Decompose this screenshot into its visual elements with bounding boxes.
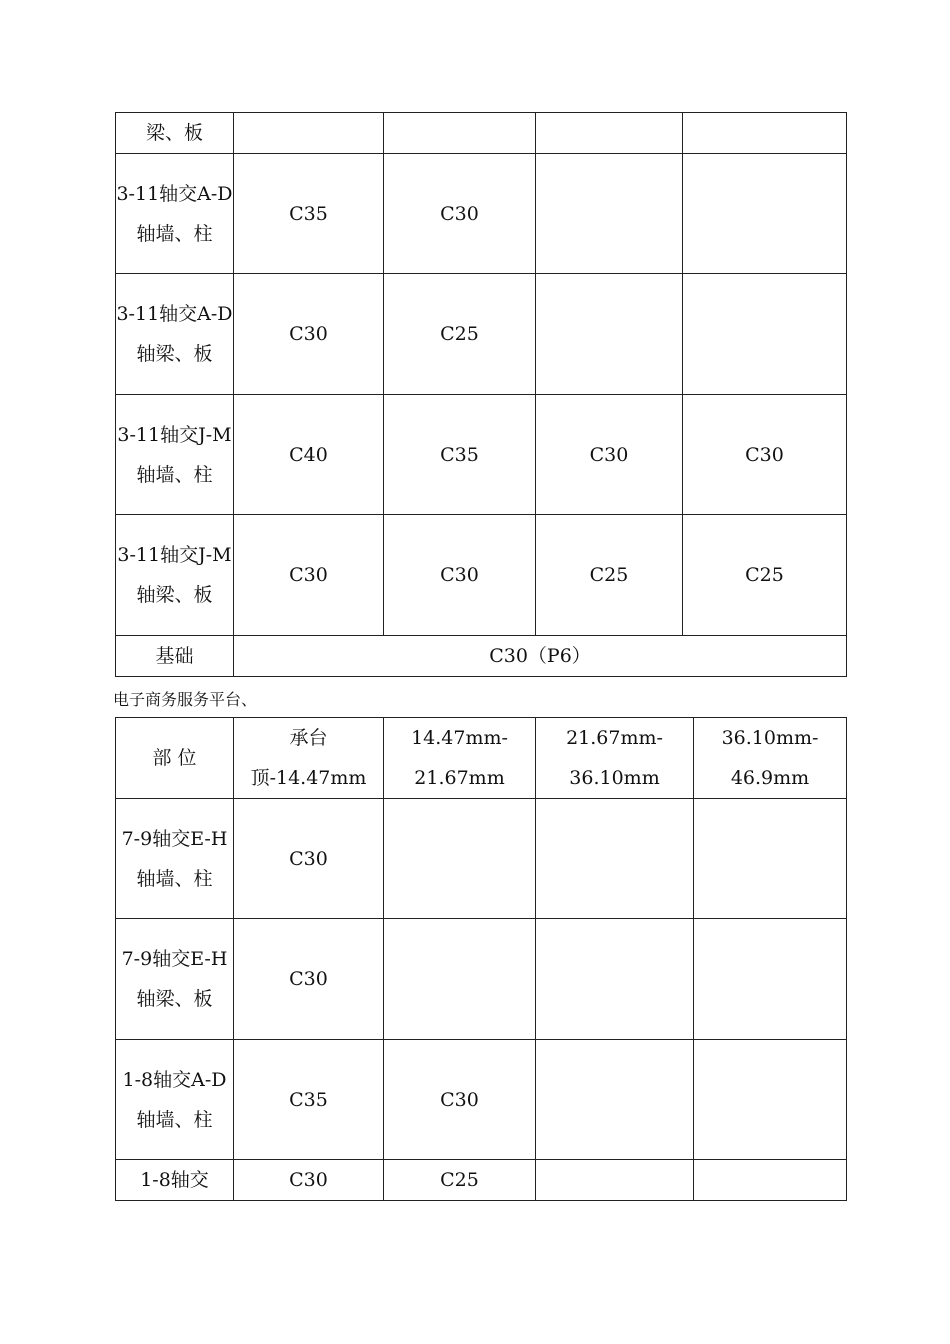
- table-row: [116, 919, 847, 1040]
- header-range-cell: 21.67mm-36.10mm: [536, 718, 694, 799]
- grade-cell: C25: [384, 274, 536, 395]
- grade-cell: C30: [683, 395, 847, 515]
- grade-cell: C30: [234, 515, 384, 636]
- grade-cell: [536, 919, 694, 1040]
- grade-cell: [683, 154, 847, 274]
- grade-cell: [536, 113, 683, 154]
- grade-cell: C30: [234, 1160, 384, 1201]
- grade-cell: C25: [384, 1160, 536, 1201]
- grade-cell: C35: [384, 395, 536, 515]
- grade-cell: [536, 1160, 694, 1201]
- part-cell: 3-11轴交A-D轴墙、柱: [116, 154, 234, 274]
- part-cell: 1-8轴交: [116, 1160, 234, 1201]
- grade-cell: C30: [234, 799, 384, 919]
- grade-cell: [384, 799, 536, 919]
- section-caption: 电子商务服务平台、: [113, 690, 258, 709]
- grade-cell: C30: [536, 395, 683, 515]
- grade-cell: C30: [384, 1040, 536, 1160]
- grade-cell: [384, 919, 536, 1040]
- grade-cell: [536, 154, 683, 274]
- part-cell: 基础: [116, 636, 234, 677]
- grade-cell: [536, 274, 683, 395]
- header-range-cell: 14.47mm-21.67mm: [384, 718, 536, 799]
- grade-cell: [694, 1160, 847, 1201]
- table-row: [116, 274, 847, 395]
- strength-table-2: [115, 717, 847, 1201]
- grade-cell: C30: [234, 274, 384, 395]
- part-cell: 3-11轴交J-M轴墙、柱: [116, 395, 234, 515]
- grade-cell: C25: [536, 515, 683, 636]
- table-row: [116, 515, 847, 636]
- grade-cell: C25: [683, 515, 847, 636]
- table-row: [116, 1160, 847, 1201]
- table-row: [116, 154, 847, 274]
- foundation-grade-cell: C30（P6）: [234, 636, 847, 677]
- grade-cell: C35: [234, 154, 384, 274]
- grade-cell: C30: [234, 919, 384, 1040]
- grade-cell: [234, 113, 384, 154]
- header-range-cell: 承台顶-14.47mm: [234, 718, 384, 799]
- grade-cell: [694, 919, 847, 1040]
- part-cell: 梁、板: [116, 113, 234, 154]
- grade-cell: [694, 799, 847, 919]
- table-row: [116, 799, 847, 919]
- table-row-foundation: [116, 636, 847, 677]
- grade-cell: [384, 113, 536, 154]
- grade-cell: C40: [234, 395, 384, 515]
- grade-cell: [536, 1040, 694, 1160]
- table-row: [116, 395, 847, 515]
- header-range-cell: 36.10mm-46.9mm: [694, 718, 847, 799]
- strength-table-1: [115, 112, 847, 677]
- table-row: [116, 113, 847, 154]
- grade-cell: [683, 274, 847, 395]
- header-part-cell: 部 位: [116, 718, 234, 799]
- grade-cell: [536, 799, 694, 919]
- part-cell: 3-11轴交A-D轴梁、板: [116, 274, 234, 395]
- part-cell: 7-9轴交E-H轴梁、板: [116, 919, 234, 1040]
- part-cell: 3-11轴交J-M轴梁、板: [116, 515, 234, 636]
- grade-cell: C30: [384, 154, 536, 274]
- grade-cell: C35: [234, 1040, 384, 1160]
- table-header-row: [116, 718, 847, 799]
- grade-cell: C30: [384, 515, 536, 636]
- grade-cell: [694, 1040, 847, 1160]
- grade-cell: [683, 113, 847, 154]
- part-cell: 1-8轴交A-D轴墙、柱: [116, 1040, 234, 1160]
- part-cell: 7-9轴交E-H轴墙、柱: [116, 799, 234, 919]
- table-row: [116, 1040, 847, 1160]
